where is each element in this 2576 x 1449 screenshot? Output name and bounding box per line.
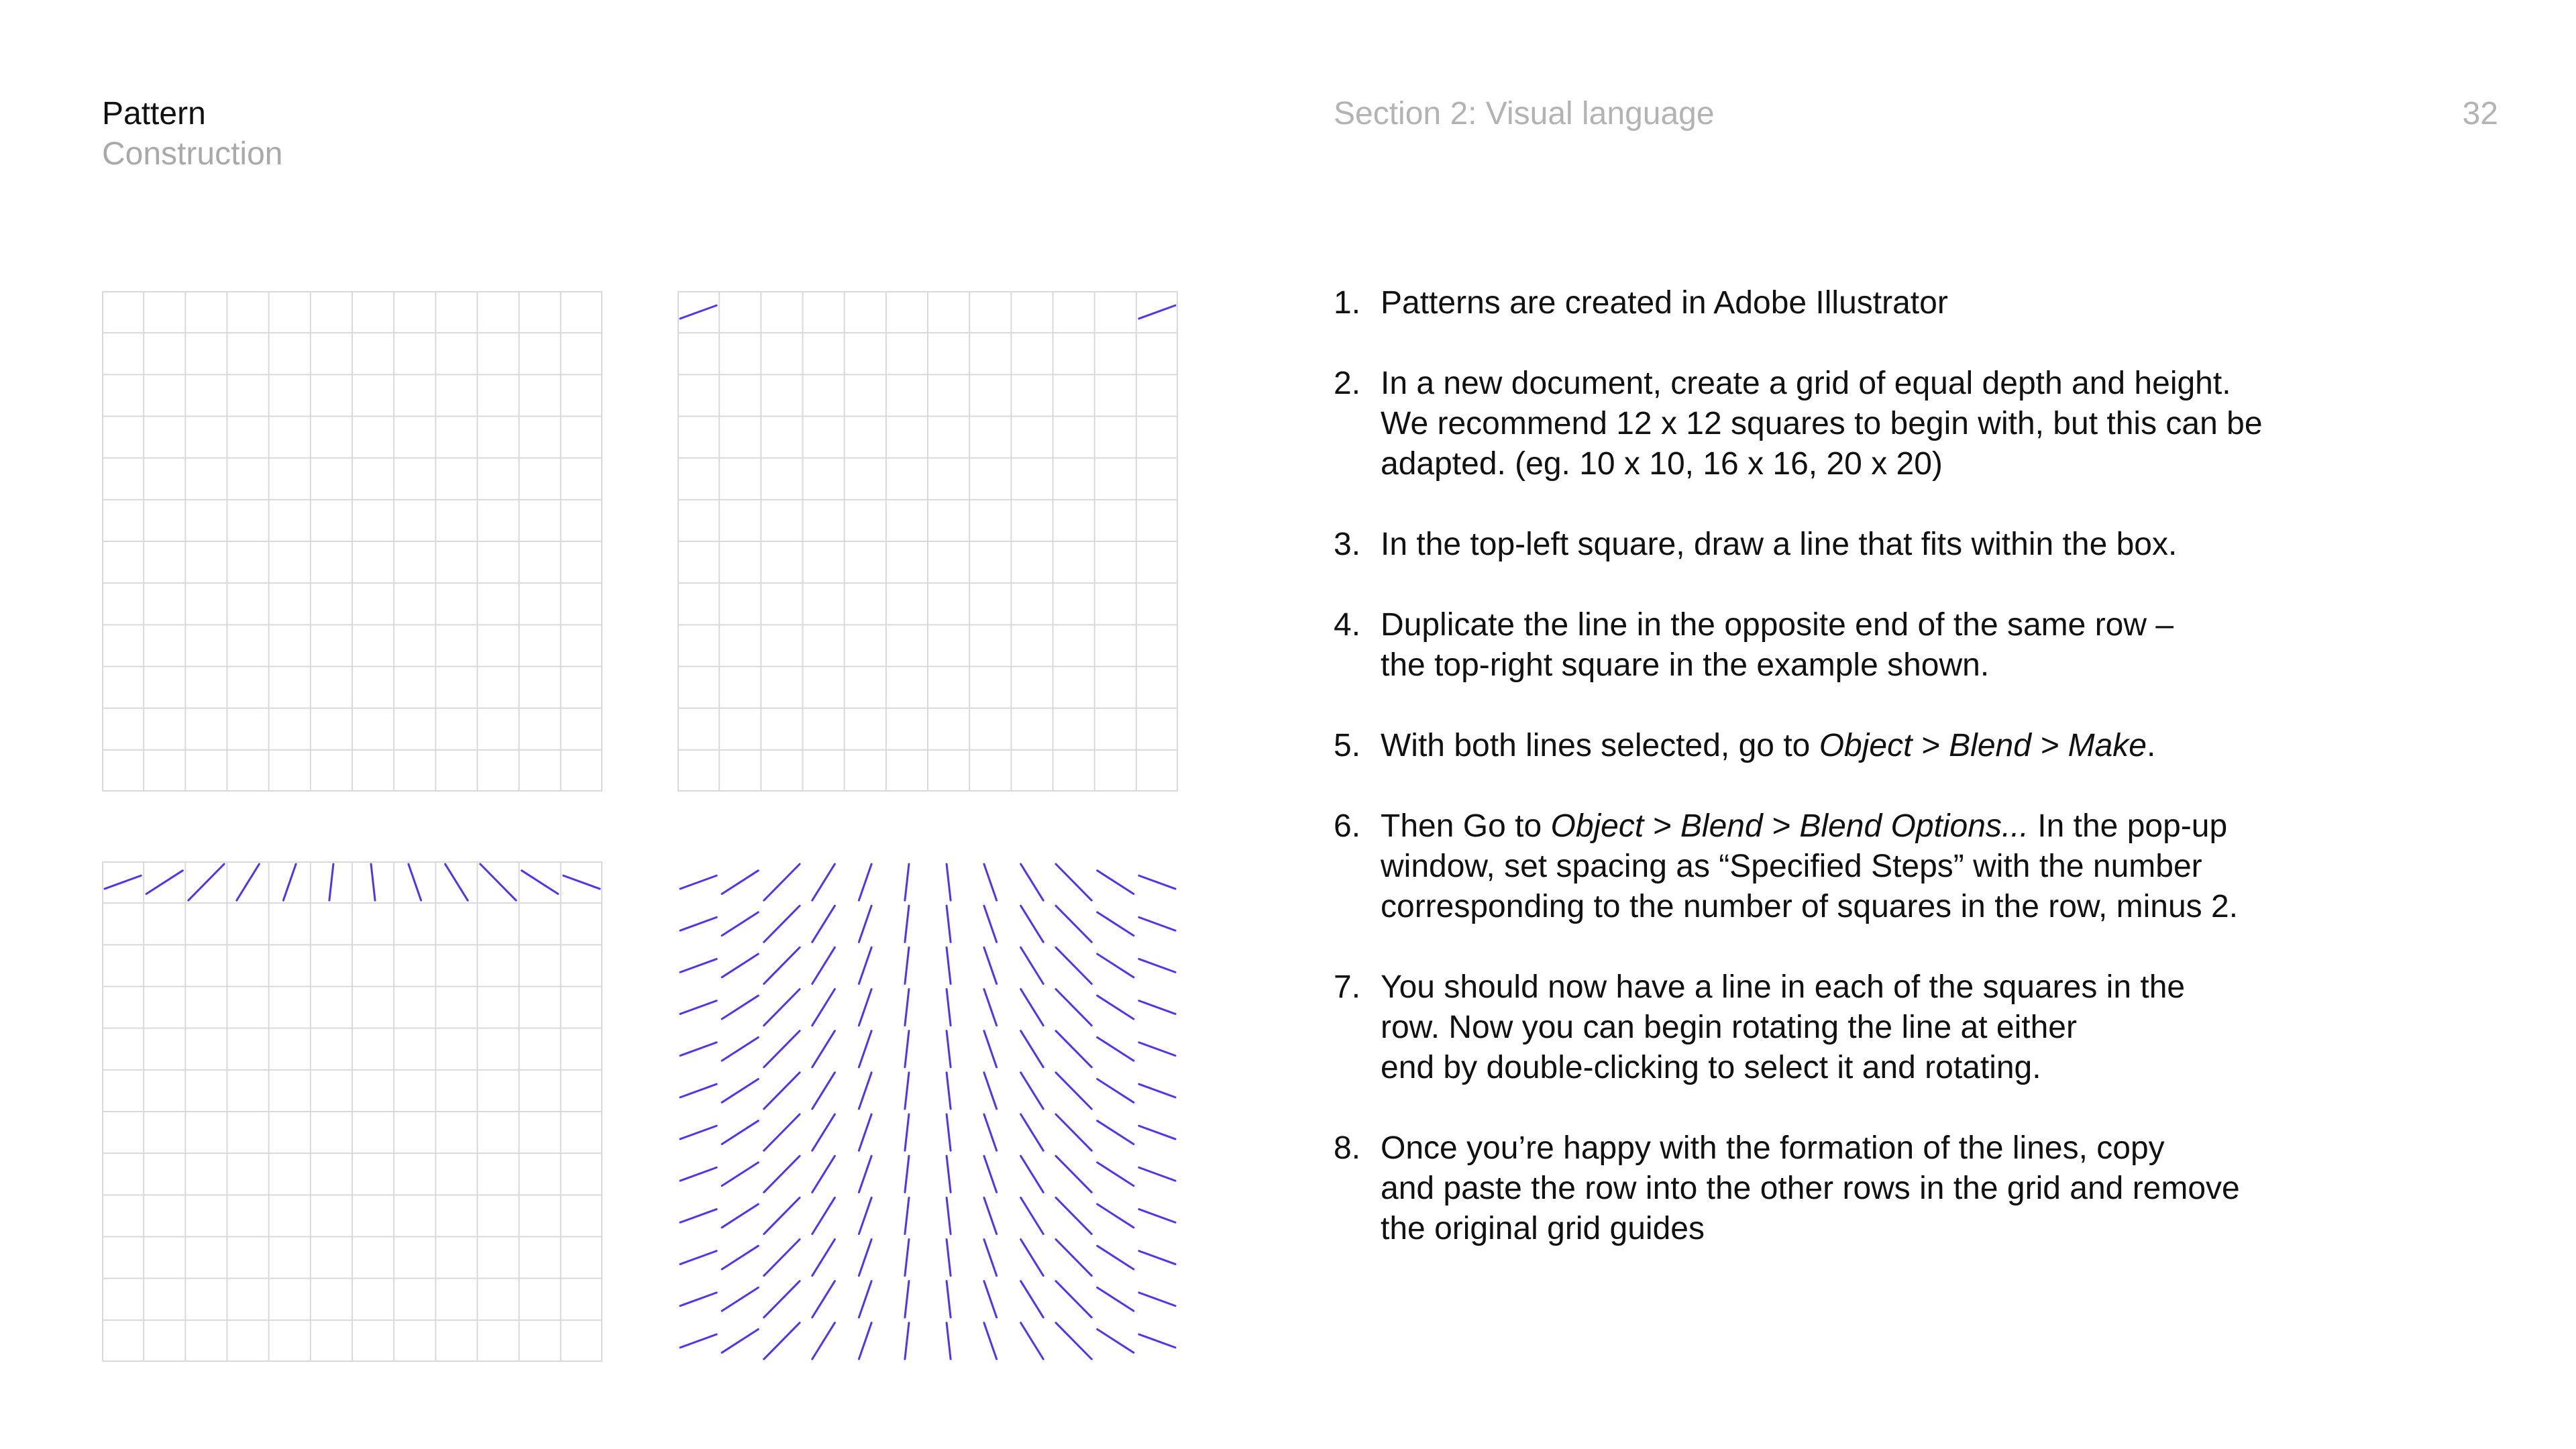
pattern-line: [764, 1240, 800, 1276]
pattern-line: [905, 1156, 909, 1192]
pattern-line: [947, 1073, 951, 1109]
pattern-line: [680, 1167, 716, 1181]
pattern-line: [1097, 1037, 1134, 1061]
pattern-line: [812, 1031, 835, 1067]
pattern-line: [1139, 1293, 1175, 1306]
pattern-line: [1021, 864, 1044, 900]
pattern-line: [984, 1197, 997, 1234]
pattern-line: [905, 1197, 909, 1234]
pattern-line: [1139, 1126, 1175, 1139]
pattern-line: [947, 1197, 951, 1234]
pattern-line: [984, 906, 997, 942]
grid-figure-empty: [102, 291, 602, 792]
pattern-line: [1139, 959, 1175, 973]
grid-figure-blended-row: [102, 861, 602, 1362]
pattern-line: [445, 864, 468, 900]
pattern-line: [1097, 1163, 1134, 1186]
pattern-line: [1139, 1210, 1175, 1223]
step-text: [1381, 726, 2380, 766]
pattern-line: [984, 1323, 997, 1359]
pattern-line: [1056, 906, 1091, 942]
pattern-line: [1056, 1073, 1091, 1109]
pattern-line: [905, 906, 909, 942]
pattern-line: [859, 1281, 871, 1318]
pattern-line: [859, 906, 871, 942]
step-number: 2.: [1334, 366, 1361, 401]
page-title: Pattern: [102, 96, 206, 131]
pattern-line: [947, 1114, 951, 1150]
pattern-line: [859, 1073, 871, 1109]
step-text: Patterns are created in Adobe Illustrator: [1381, 285, 1948, 321]
pattern-line: [1056, 1197, 1091, 1234]
pattern-line: [947, 947, 951, 983]
pattern-line: [1097, 954, 1134, 977]
pattern-line: [1021, 906, 1044, 942]
instruction-step: [1334, 525, 2380, 565]
pattern-line: [905, 864, 909, 900]
step-number: 1.: [1334, 285, 1361, 321]
instruction-list: [1334, 283, 2380, 1289]
step-text-part: .: [2146, 728, 2156, 763]
pattern-line: [1097, 1204, 1134, 1228]
pattern-line: [947, 906, 951, 942]
pattern-line: [1021, 1323, 1044, 1359]
pattern-line: [812, 1156, 835, 1192]
pattern-line: [947, 1240, 951, 1276]
pattern-line: [1021, 989, 1044, 1026]
pattern-line: [722, 1079, 758, 1103]
instruction-step: [1334, 283, 2380, 323]
pattern-line: [680, 1293, 716, 1306]
pattern-line: [947, 1323, 951, 1359]
pattern-line: [1139, 917, 1175, 930]
pattern-line: [1097, 871, 1134, 894]
pattern-line: [722, 871, 758, 894]
pattern-line: [764, 947, 800, 983]
page-subtitle: Construction: [102, 136, 283, 172]
pattern-line: [1139, 875, 1175, 889]
instruction-step: [1334, 967, 2380, 1088]
grid-figure-full-pattern-svg: [678, 861, 1178, 1362]
pattern-line: [905, 1073, 909, 1109]
pattern-line: [722, 912, 758, 936]
pattern-line: [905, 1114, 909, 1150]
pattern-line: [812, 1114, 835, 1150]
pattern-line: [680, 1126, 716, 1139]
pattern-line: [480, 864, 516, 900]
pattern-line: [1056, 1114, 1091, 1150]
pattern-line: [680, 959, 716, 973]
pattern-line: [1021, 1197, 1044, 1234]
pattern-line: [984, 989, 997, 1026]
pattern-line: [237, 864, 260, 900]
pattern-line: [1021, 1281, 1044, 1318]
pattern-line: [984, 1031, 997, 1067]
pattern-line: [859, 1031, 871, 1067]
pattern-line: [984, 947, 997, 983]
pattern-line: [1139, 305, 1175, 319]
pattern-line: [680, 1084, 716, 1097]
step-number: 8.: [1334, 1130, 1361, 1166]
instruction-step: [1334, 605, 2380, 686]
pattern-line: [984, 1156, 997, 1192]
pattern-line: [722, 1204, 758, 1228]
pattern-line: [722, 1037, 758, 1061]
grid-figure-blended-row-svg: [102, 861, 602, 1362]
pattern-line: [812, 947, 835, 983]
pattern-line: [764, 1031, 800, 1067]
pattern-line: [680, 1042, 716, 1056]
instruction-step: [1334, 806, 2380, 927]
pattern-line: [371, 864, 375, 900]
pattern-line: [905, 947, 909, 983]
step-number: 3.: [1334, 527, 1361, 562]
pattern-line: [905, 1240, 909, 1276]
step-number: 6.: [1334, 808, 1361, 844]
pattern-line: [859, 1240, 871, 1276]
pattern-line: [905, 989, 909, 1026]
pattern-line: [812, 1197, 835, 1234]
step-text: Duplicate the line in the opposite end of the same row – the top-right square in the example shown.: [1381, 607, 2174, 683]
pattern-line: [1056, 1156, 1091, 1192]
pattern-line: [564, 875, 600, 889]
pattern-line: [409, 864, 421, 900]
pattern-line: [680, 1001, 716, 1014]
menu-path: Object > Blend > Blend Options...: [1550, 808, 2029, 844]
pattern-line: [329, 864, 333, 900]
pattern-line: [812, 906, 835, 942]
pattern-line: [859, 864, 871, 900]
pattern-line: [1056, 864, 1091, 900]
pattern-line: [947, 989, 951, 1026]
pattern-line: [283, 864, 296, 900]
section-label: Section 2: Visual language: [1334, 96, 1715, 131]
pattern-line: [1097, 912, 1134, 936]
pattern-line: [1097, 1246, 1134, 1269]
step-text-part: Then Go to: [1381, 808, 1551, 844]
pattern-line: [905, 1031, 909, 1067]
pattern-line: [764, 1323, 800, 1359]
pattern-line: [1139, 1251, 1175, 1265]
pattern-line: [1021, 1240, 1044, 1276]
pattern-line: [764, 1197, 800, 1234]
pattern-line: [1097, 1330, 1134, 1353]
pattern-line: [1097, 1079, 1134, 1103]
step-text: In a new document, create a grid of equal depth and height. We recommend 12 x 12 squares to begin with, but this can be adapted. (eg. 10 x 10, 16 x 16, 20 x 20): [1381, 366, 2263, 482]
instruction-step: [1334, 726, 2380, 766]
pattern-line: [947, 1031, 951, 1067]
pattern-line: [905, 1281, 909, 1318]
pattern-line: [680, 875, 716, 889]
pattern-line: [947, 1156, 951, 1192]
page-number: 32: [2462, 96, 2498, 131]
pattern-line: [680, 1251, 716, 1265]
pattern-line: [984, 1114, 997, 1150]
pattern-line: [680, 917, 716, 930]
pattern-line: [947, 1281, 951, 1318]
pattern-line: [1021, 1031, 1044, 1067]
instruction-step: [1334, 364, 2380, 484]
menu-path: Object > Blend > Make: [1819, 728, 2147, 763]
pattern-line: [812, 989, 835, 1026]
pattern-line: [905, 1323, 909, 1359]
pattern-line: [722, 996, 758, 1019]
pattern-line: [722, 1246, 758, 1269]
pattern-line: [1056, 1240, 1091, 1276]
pattern-line: [722, 954, 758, 977]
step-text-part: With both lines selected, go to: [1381, 728, 1819, 763]
pattern-line: [1056, 1281, 1091, 1318]
step-text: You should now have a line in each of the squares in the row. Now you can begin rotating the line at either end by double-clicking to select it and rotating.: [1381, 969, 2186, 1085]
pattern-line: [947, 864, 951, 900]
step-number: 7.: [1334, 969, 1361, 1005]
pattern-line: [764, 1073, 800, 1109]
pattern-line: [522, 871, 558, 894]
pattern-line: [1139, 1042, 1175, 1056]
pattern-line: [984, 1073, 997, 1109]
step-text: Once you’re happy with the formation of the lines, copy and paste the row into the other rows in the grid and remove the original grid guides: [1381, 1130, 2240, 1246]
pattern-line: [1097, 1287, 1134, 1311]
grid-figure-two-lines: [678, 291, 1178, 792]
pattern-line: [105, 875, 141, 889]
pattern-line: [764, 864, 800, 900]
pattern-line: [984, 1281, 997, 1318]
pattern-line: [680, 1210, 716, 1223]
pattern-line: [1056, 947, 1091, 983]
pattern-line: [764, 1281, 800, 1318]
pattern-line: [859, 1323, 871, 1359]
pattern-line: [859, 1156, 871, 1192]
pattern-line: [1139, 1001, 1175, 1014]
grid-figure-empty-svg: [102, 291, 602, 792]
pattern-line: [722, 1330, 758, 1353]
pattern-line: [764, 989, 800, 1026]
pattern-line: [812, 1281, 835, 1318]
step-text: In the top-left square, draw a line that fits within the box.: [1381, 527, 2178, 562]
pattern-line: [680, 305, 716, 319]
pattern-line: [1021, 947, 1044, 983]
pattern-line: [859, 1197, 871, 1234]
pattern-line: [1139, 1167, 1175, 1181]
pattern-line: [1021, 1114, 1044, 1150]
pattern-line: [1056, 1323, 1091, 1359]
pattern-line: [722, 1287, 758, 1311]
pattern-line: [1021, 1073, 1044, 1109]
pattern-line: [1097, 1121, 1134, 1144]
pattern-line: [984, 864, 997, 900]
pattern-line: [764, 1156, 800, 1192]
pattern-line: [859, 947, 871, 983]
pattern-line: [146, 871, 182, 894]
pattern-line: [984, 1240, 997, 1276]
pattern-line: [722, 1163, 758, 1186]
pattern-line: [1139, 1334, 1175, 1348]
pattern-line: [764, 906, 800, 942]
step-text: [1381, 806, 2380, 927]
pattern-line: [1056, 989, 1091, 1026]
pattern-line: [1097, 996, 1134, 1019]
pattern-line: [722, 1121, 758, 1144]
pattern-line: [812, 1240, 835, 1276]
pattern-line: [812, 864, 835, 900]
step-number: 5.: [1334, 728, 1361, 763]
instruction-step: [1334, 1128, 2380, 1249]
pattern-line: [1021, 1156, 1044, 1192]
pattern-line: [859, 1114, 871, 1150]
pattern-line: [680, 1334, 716, 1348]
pattern-line: [764, 1114, 800, 1150]
grid-figure-two-lines-svg: [678, 291, 1178, 792]
pattern-line: [189, 864, 224, 900]
pattern-line: [812, 1323, 835, 1359]
pattern-line: [1056, 1031, 1091, 1067]
pattern-line: [859, 989, 871, 1026]
pattern-line: [1139, 1084, 1175, 1097]
step-number: 4.: [1334, 607, 1361, 643]
step-text-part: In the pop-up window, set spacing as “Specified Steps” with the number corresponding to the number of squares in the row, minus 2.: [1381, 808, 2239, 924]
grid-figure-full-pattern: [678, 861, 1178, 1362]
pattern-line: [812, 1073, 835, 1109]
